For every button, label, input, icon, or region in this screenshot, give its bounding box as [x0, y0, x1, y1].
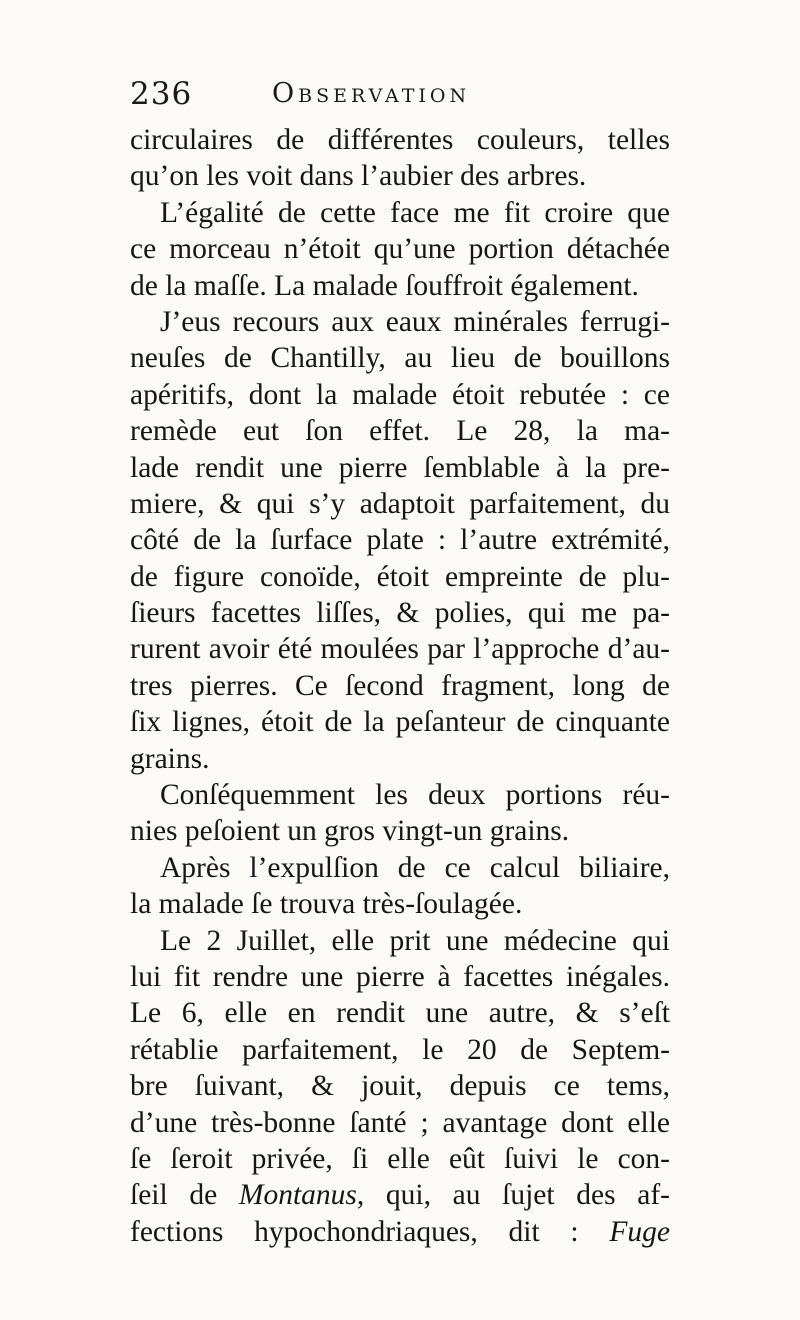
- italic-name: Montanus: [238, 1179, 357, 1212]
- text-line: neuſes de Chantilly, au lieu de bouillons: [130, 342, 670, 375]
- text-line: rétablie parfaitement, le 20 de Septem-: [130, 1033, 670, 1066]
- text-fragment: fections hypochondriaques, dit :: [130, 1215, 579, 1248]
- text-line: grains.: [130, 742, 210, 775]
- text-line: remède eut ſon effet. Le 28, la ma-: [130, 415, 670, 448]
- text-fragment: , qui, au ſujet des af-: [356, 1179, 670, 1212]
- page-header: [130, 76, 670, 122]
- text-line: lade rendit une pierre ſemblable à la pre-: [130, 451, 670, 484]
- text-line: de la maſſe. La malade ſouffroit également.: [130, 269, 639, 302]
- paragraph-start-line: L’égalité de cette face me fit croire que: [160, 196, 670, 229]
- text-line: [130, 1214, 670, 1250]
- body-text: [130, 122, 670, 1250]
- text-line: ſieurs facettes liſſes, & polies, qui me pa-: [130, 597, 670, 630]
- text-line: lui fit rendre une pierre à facettes inégales.: [130, 960, 670, 993]
- text-line: miere, & qui s’y adaptoit parfaitement, du: [130, 487, 670, 520]
- italic-word: Fuge: [609, 1215, 670, 1248]
- paragraph-start-line: Conſéquemment les deux portions réu-: [160, 779, 670, 812]
- text-line: nies peſoient un gros vingt-un grains.: [130, 815, 570, 848]
- text-line: rurent avoir été moulées par l’approche d’au-: [130, 633, 670, 666]
- page-number: 236: [130, 76, 193, 112]
- text-line: [130, 1177, 670, 1213]
- text-line: Le 6, elle en rendit une autre, & s’eſt: [130, 997, 670, 1030]
- text-line: ſe ſeroit privée, ſi elle eût ſuivi le con-: [130, 1142, 670, 1175]
- text-line: la malade ſe trouva très-ſoulagée.: [130, 888, 523, 921]
- text-fragment: ſeil de: [130, 1179, 218, 1212]
- text-line: ſix lignes, étoit de la peſanteur de cinquante: [130, 706, 670, 739]
- running-head: Observation: [272, 78, 471, 109]
- text-line: de figure conoïde, étoit empreinte de plu-: [130, 560, 670, 593]
- paragraph-start-line: Le 2 Juillet, elle prit une médecine qui: [160, 924, 670, 957]
- text-line: qu’on les voit dans l’aubier des arbres.: [130, 160, 587, 193]
- text-line: bre ſuivant, & jouit, depuis ce tems,: [130, 1070, 670, 1103]
- text-line: ce morceau n’étoit qu’une portion détachée: [130, 233, 670, 266]
- paragraph-start-line: J’eus recours aux eaux minérales ferrugi-: [160, 305, 670, 338]
- text-line: tres pierres. Ce ſecond fragment, long de: [130, 669, 670, 702]
- paragraph-start-line: Après l’expulſion de ce calcul biliaire,: [160, 851, 670, 884]
- text-line: côté de la ſurface plate : l’autre extrémité,: [130, 524, 670, 557]
- text-line: apéritifs, dont la malade étoit rebutée : ce: [130, 378, 670, 411]
- text-line: circulaires de différentes couleurs, telles: [130, 124, 670, 156]
- text-line: d’une très-bonne ſanté ; avantage dont elle: [130, 1106, 670, 1139]
